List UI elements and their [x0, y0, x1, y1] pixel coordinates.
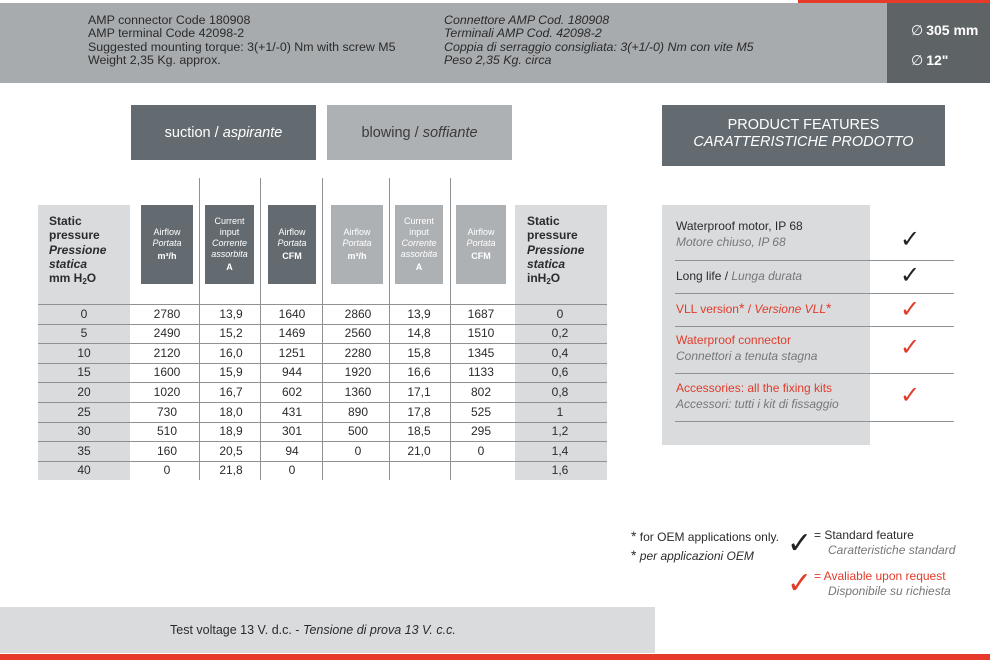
header-blowing-airflow-cfm [456, 205, 506, 284]
red-check-icon: ✓ [787, 567, 813, 600]
header-line: Airflow [343, 227, 371, 237]
legend-on-request [814, 569, 951, 599]
table-cell-blowing-cfm: 1687 [467, 306, 495, 321]
table-cell-blowing-cfm: 1345 [467, 345, 495, 360]
table-cell-blowing-cfm: 525 [470, 404, 492, 419]
table-cell-pressure-mm: 5 [80, 326, 88, 341]
legend-it: Caratteristiche standard [828, 543, 956, 557]
table-cell-suction-current: 18,9 [219, 424, 243, 439]
header-line: Corrente [401, 238, 437, 248]
header-unit: A [226, 262, 233, 272]
table-cell-pressure-in: 0,8 [551, 384, 569, 399]
table-cell-pressure-mm: 35 [77, 443, 91, 458]
header-line: Pressione [49, 242, 107, 257]
table-cell-blowing-m3h [326, 461, 390, 480]
table-cell-suction-current: 18,0 [219, 404, 243, 419]
table-cell-blowing-current: 18,5 [407, 424, 431, 439]
feature-vll-version [676, 300, 831, 317]
feature-divider [675, 373, 954, 374]
column-divider [450, 178, 451, 480]
table-cell-blowing-current [390, 461, 448, 480]
table-row-divider [38, 461, 607, 462]
legend-en: = Avaliable upon request [814, 569, 946, 583]
unit-sub: 2 [546, 277, 551, 287]
table-cell-blowing-m3h: 2280 [344, 345, 372, 360]
feature-accessories [676, 380, 839, 412]
table-cell-suction-m3h: 1600 [153, 365, 181, 380]
tab-blowing-it: soffiante [422, 124, 478, 141]
footer-en: Test voltage 13 V. d.c. - [170, 623, 303, 637]
table-cell-pressure-in: 1,4 [551, 443, 569, 458]
size-mm-value: 305 mm [926, 22, 979, 38]
oem-note [631, 527, 779, 565]
header-line: Portata [152, 238, 182, 248]
table-cell-pressure-in: 0,4 [551, 345, 569, 360]
feature-waterproof-motor [676, 218, 803, 250]
table-cell-suction-m3h: 0 [163, 463, 171, 478]
header-line: Airflow [467, 227, 495, 237]
table-cell-pressure-mm: 40 [77, 463, 91, 478]
table-cell-pressure-mm: 0 [80, 306, 88, 321]
table-cell-suction-m3h: 2780 [153, 306, 181, 321]
table-cell-blowing-current: 17,8 [407, 404, 431, 419]
table-cell-blowing-m3h: 500 [347, 424, 369, 439]
features-title-en: PRODUCT FEATURES [727, 117, 880, 133]
feature-sep: / [744, 302, 755, 316]
size-inch-value: 12" [926, 52, 949, 68]
header-unit: m³/h [157, 251, 177, 261]
table-cell-blowing-m3h: 1920 [344, 365, 372, 380]
table-cell-suction-cfm: 431 [281, 404, 303, 419]
table-cell-blowing-current: 14,8 [407, 326, 431, 341]
header-blowing-airflow-m3h [331, 205, 383, 284]
table-row-divider [38, 363, 607, 364]
table-cell-suction-cfm: 1640 [278, 306, 306, 321]
spec-header [0, 3, 887, 83]
note-text: per applicazioni OEM [639, 549, 754, 563]
header-line: Current [214, 216, 245, 226]
header-line: statica [527, 256, 566, 271]
oem-note-it [631, 546, 779, 565]
note-star: * [631, 528, 637, 544]
header-line: Current [403, 216, 434, 226]
table-cell-suction-cfm: 301 [281, 424, 303, 439]
table-cell-pressure-mm: 20 [77, 384, 91, 399]
product-features-title [662, 105, 945, 166]
header-unit: CFM [471, 251, 491, 261]
table-cell-pressure-in: 0 [556, 306, 564, 321]
header-line: Airflow [278, 227, 306, 237]
table-cell-pressure-in: 1,2 [551, 424, 569, 439]
spec-line: Coppia di serraggio consigliata: 3(+1/-0) Nm con vite M5 [444, 39, 754, 54]
size-box [887, 3, 990, 83]
features-title-it: CARATTERISTICHE PRODOTTO [693, 134, 914, 150]
table-cell-suction-m3h: 2490 [153, 326, 181, 341]
header-line: Corrente [211, 238, 247, 248]
table-cell-blowing-current: 16,6 [407, 365, 431, 380]
table-cell-pressure-mm: 15 [77, 365, 91, 380]
spec-line: Suggested mounting torque: 3(+1/-0) Nm with screw M5 [88, 39, 396, 54]
header-line: Portata [466, 238, 496, 248]
feature-divider [675, 260, 954, 261]
unit: inH [527, 271, 547, 286]
diameter-icon: ∅ [911, 22, 924, 38]
header-suction-airflow-m3h [141, 205, 193, 284]
table-cell-suction-current: 16,0 [219, 345, 243, 360]
header-unit: A [415, 262, 423, 272]
table-cell-blowing-cfm [452, 461, 510, 480]
legend-en: = Standard feature [814, 528, 914, 542]
table-cell-blowing-cfm: 0 [477, 443, 485, 458]
tab-blowing[interactable] [327, 105, 512, 160]
spec-line: AMP terminal Code 42098-2 [88, 26, 245, 41]
unit-line [527, 271, 584, 289]
table-cell-blowing-cfm: 1510 [467, 326, 495, 341]
feature-star: * [826, 300, 832, 316]
header-line: statica [49, 256, 88, 271]
table-cell-suction-current: 15,9 [219, 365, 243, 380]
specs-english [88, 14, 396, 68]
test-voltage-note [170, 623, 456, 637]
static-pressure-mm-header [49, 214, 106, 289]
header-line: Static [49, 214, 82, 228]
size-mm [911, 22, 978, 39]
header-line: Pressione [527, 242, 585, 257]
table-cell-blowing-m3h: 2860 [344, 306, 372, 321]
note-text: for OEM applications only. [639, 530, 779, 544]
red-check-icon: ✓ [900, 296, 921, 323]
table-cell-suction-m3h: 2120 [153, 345, 181, 360]
table-row-divider [38, 422, 607, 423]
table-cell-suction-m3h: 160 [156, 443, 178, 458]
table-cell-blowing-cfm: 802 [470, 384, 492, 399]
header-line: Portata [277, 238, 307, 248]
table-cell-suction-cfm: 602 [281, 384, 303, 399]
tab-blowing-en: blowing / [361, 124, 423, 141]
header-suction-airflow-cfm [268, 205, 316, 284]
feature-divider [675, 421, 954, 422]
unit-tail: O [86, 271, 97, 286]
table-cell-pressure-mm: 30 [77, 424, 91, 439]
feature-en: Long life / [676, 269, 732, 283]
feature-it: Connettori a tenuta stagna [676, 349, 818, 363]
feature-en: Accessories: all the fixing kits [676, 381, 833, 395]
table-row-divider [38, 402, 607, 403]
header-unit: CFM [282, 251, 302, 261]
footer-it: Tensione di prova 13 V. c.c. [302, 623, 456, 637]
table-cell-pressure-mm: 10 [77, 345, 91, 360]
spec-line: AMP connector Code 180908 [88, 13, 251, 27]
table-row-divider [38, 324, 607, 325]
table-cell-blowing-current: 13,9 [407, 306, 431, 321]
table-cell-pressure-in: 0,2 [551, 326, 569, 341]
table-cell-suction-current: 13,9 [219, 306, 243, 321]
feature-it: Motore chiuso, IP 68 [676, 235, 786, 249]
table-cell-pressure-in: 0,6 [551, 365, 569, 380]
table-cell-blowing-current: 21,0 [407, 443, 431, 458]
red-check-icon: ✓ [900, 382, 921, 409]
feature-divider [675, 293, 954, 294]
table-row-divider [38, 441, 607, 442]
feature-star: * [738, 300, 745, 316]
header-blowing-current [395, 205, 443, 284]
unit: mm H [49, 271, 83, 286]
table-cell-blowing-m3h: 2560 [344, 326, 372, 341]
header-line: Portata [342, 238, 372, 248]
header-line: Airflow [153, 227, 181, 237]
column-divider [260, 178, 261, 480]
unit-tail: O [550, 271, 561, 286]
table-cell-blowing-m3h: 1360 [344, 384, 372, 399]
table-cell-suction-current: 20,5 [219, 443, 243, 458]
tab-suction-it: aspirante [222, 124, 283, 141]
feature-it: Accessori: tutti i kit di fissaggio [676, 397, 839, 411]
table-cell-blowing-cfm: 295 [470, 424, 492, 439]
feature-en: VLL version [676, 302, 739, 316]
table-cell-blowing-cfm: 1133 [468, 365, 494, 380]
table-cell-pressure-in: 1 [556, 404, 564, 419]
table-cell-suction-cfm: 1469 [278, 326, 306, 341]
table-cell-suction-current: 16,7 [219, 384, 243, 399]
tab-suction-en: suction / [164, 124, 223, 141]
table-cell-suction-cfm: 94 [285, 443, 299, 458]
header-line: assorbita [211, 249, 248, 259]
table-cell-blowing-m3h: 0 [354, 443, 362, 458]
header-line: pressure [527, 228, 578, 243]
oem-note-en [631, 527, 779, 546]
size-inch [911, 52, 948, 69]
table-cell-blowing-current: 17,1 [407, 384, 431, 399]
header-line: input [409, 227, 429, 237]
table-cell-suction-current: 21,8 [219, 463, 243, 478]
table-row-divider [38, 382, 607, 383]
table-cell-suction-cfm: 944 [281, 365, 303, 380]
table-cell-pressure-mm: 25 [77, 404, 91, 419]
table-cell-suction-m3h: 730 [156, 404, 178, 419]
spec-line: Peso 2,35 Kg. circa [444, 53, 552, 68]
legend-it: Disponibile su richiesta [828, 584, 951, 598]
red-check-icon: ✓ [900, 334, 921, 361]
spec-line: Connettore AMP Cod. 180908 [444, 13, 610, 27]
black-check-icon: ✓ [787, 527, 813, 560]
table-cell-suction-cfm: 1251 [278, 345, 306, 360]
specs-italian [444, 14, 754, 68]
spec-line: Terminali AMP Cod. 42098-2 [444, 26, 602, 41]
table-cell-suction-cfm: 0 [288, 463, 296, 478]
feature-waterproof-connector [676, 332, 817, 364]
unit-line [49, 271, 106, 289]
header-line: assorbita [400, 249, 438, 259]
feature-it: Lunga durata [731, 269, 803, 283]
unit-sub: 2 [82, 277, 87, 287]
tab-suction[interactable] [131, 105, 316, 160]
feature-long-life [676, 268, 802, 284]
header-line: Static [527, 214, 560, 228]
spec-line: Weight 2,35 Kg. approx. [88, 53, 221, 68]
header-suction-current [205, 205, 254, 284]
column-divider [199, 178, 200, 480]
table-row-divider [38, 343, 607, 344]
table-cell-suction-m3h: 510 [156, 424, 178, 439]
diameter-icon: ∅ [911, 52, 924, 68]
table-cell-suction-m3h: 1020 [153, 384, 181, 399]
feature-en: Waterproof motor, IP 68 [676, 219, 803, 233]
legend-standard [814, 528, 955, 558]
table-cell-blowing-current: 15,8 [407, 345, 431, 360]
static-pressure-in-header [527, 214, 584, 289]
black-check-icon: ✓ [900, 262, 921, 289]
header-line: pressure [49, 228, 100, 243]
table-cell-suction-current: 15,2 [219, 326, 243, 341]
header-line: input [219, 227, 240, 237]
feature-divider [675, 326, 954, 327]
bottom-accent-bar [0, 654, 990, 660]
table-cell-blowing-m3h: 890 [347, 404, 369, 419]
black-check-icon: ✓ [900, 226, 921, 253]
table-row-divider [38, 304, 607, 305]
feature-en: Waterproof connector [676, 333, 791, 347]
table-cell-pressure-in: 1,6 [551, 463, 569, 478]
header-unit: m³/h [347, 251, 367, 261]
note-star: * [631, 547, 637, 563]
feature-it: Versione VLL [754, 302, 827, 316]
column-divider [322, 178, 323, 480]
